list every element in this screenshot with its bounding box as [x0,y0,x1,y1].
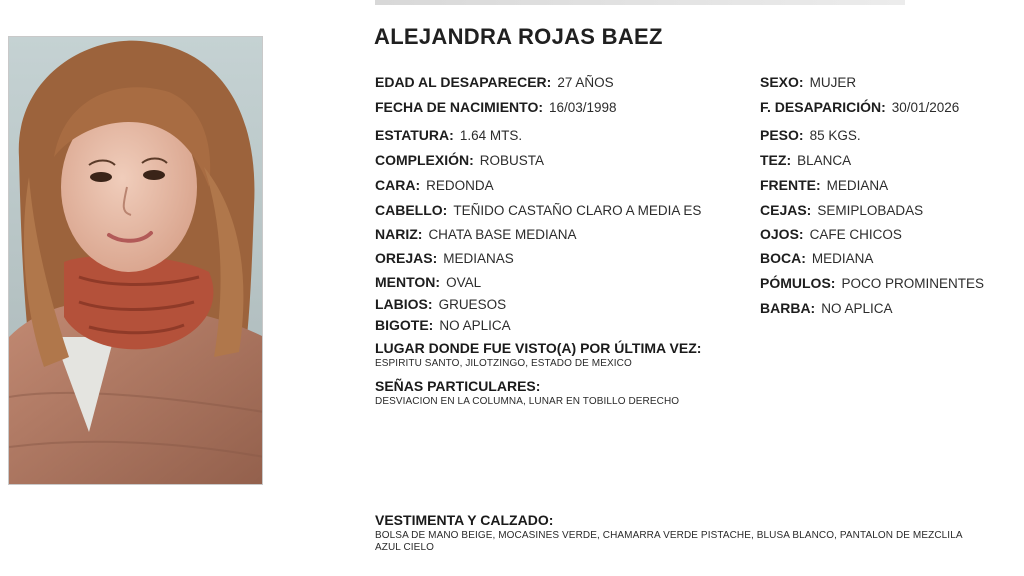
field-boca [760,250,873,267]
field-label: BOCA: [760,250,806,266]
field-label: LABIOS: [375,296,433,312]
field-barba [760,300,893,317]
field-value: SEMIPLOBADAS [817,203,924,218]
field-value: 85 KGS. [809,128,861,143]
field-value: BLANCA [797,153,852,168]
field-label: PESO: [760,127,804,143]
field-label: FRENTE: [760,177,821,193]
last-seen-text: ESPIRITU SANTO, JILOTZINGO, ESTADO DE MEXICO [375,358,632,369]
field-frente [760,177,888,194]
field-estatura [375,127,522,144]
field-label: CARA: [375,177,421,193]
field-label: OJOS: [760,226,804,242]
field-label: TEZ: [760,152,792,168]
field-tez [760,152,851,169]
top-divider-strip [375,0,905,5]
field-orejas [375,250,514,267]
field-value: MEDIANA [826,178,889,193]
field-label: EDAD AL DESAPARECER: [375,74,552,90]
field-value: MUJER [809,75,857,90]
field-complexion [375,152,544,169]
field-pomulos [760,275,984,292]
clothing-heading: VESTIMENTA Y CALZADO: [375,512,554,528]
field-value: OVAL [446,275,482,290]
field-label: F. DESAPARICIÓN: [760,99,886,115]
field-value: TEÑIDO CASTAÑO CLARO A MEDIA ES [453,203,702,218]
portrait-illustration [9,37,263,485]
person-name: ALEJANDRA ROJAS BAEZ [374,24,663,49]
field-value: 1.64 MTS. [459,128,523,143]
field-peso [760,127,861,144]
field-label: FECHA DE NACIMIENTO: [375,99,543,115]
field-value: 27 AÑOS [557,75,614,90]
field-cara [375,177,494,194]
field-nariz [375,226,576,243]
field-value: NO APLICA [821,301,893,316]
field-ojos [760,226,902,243]
field-label: BARBA: [760,300,816,316]
field-bigote [375,317,511,334]
field-value: MEDIANA [811,251,874,266]
field-label: SEXO: [760,74,804,90]
field-value: ROBUSTA [479,153,545,168]
field-label: CABELLO: [375,202,448,218]
field-edad [375,74,614,91]
field-label: NARIZ: [375,226,423,242]
marks-heading: SEÑAS PARTICULARES: [375,378,541,394]
field-value: 30/01/2026 [891,100,960,115]
field-label: BIGOTE: [375,317,434,333]
field-menton [375,274,481,291]
field-value: MEDIANAS [443,251,514,266]
field-value: POCO PROMINENTES [841,276,984,291]
field-value: NO APLICA [439,318,511,333]
field-label: PÓMULOS: [760,275,836,291]
clothing-text: BOLSA DE MANO BEIGE, MOCASINES VERDE, CHAMARRA VERDE PISTACHE, BLUSA BLANCO, PANTALON DE MEZCLILA AZUL CIELO [375,530,963,553]
field-label: MENTON: [375,274,441,290]
field-labios [375,296,506,313]
field-value: CAFE CHICOS [809,227,902,242]
field-label: ESTATURA: [375,127,454,143]
field-value: GRUESOS [438,297,507,312]
marks-text: DESVIACION EN LA COLUMNA, LUNAR EN TOBILLO DERECHO [375,396,680,407]
last-seen-heading: LUGAR DONDE FUE VISTO(A) POR ÚLTIMA VEZ: [375,340,702,356]
field-value: REDONDA [426,178,494,193]
field-cejas [760,202,923,219]
field-fecha-nacimiento [375,99,617,116]
field-value: CHATA BASE MEDIANA [428,227,577,242]
person-photo [8,36,263,485]
field-label: COMPLEXIÓN: [375,152,474,168]
field-label: CEJAS: [760,202,812,218]
field-value: 16/03/1998 [549,100,617,115]
field-label: OREJAS: [375,250,438,266]
field-fecha-desaparicion [760,99,959,116]
field-sexo [760,74,856,91]
field-cabello [375,202,701,219]
